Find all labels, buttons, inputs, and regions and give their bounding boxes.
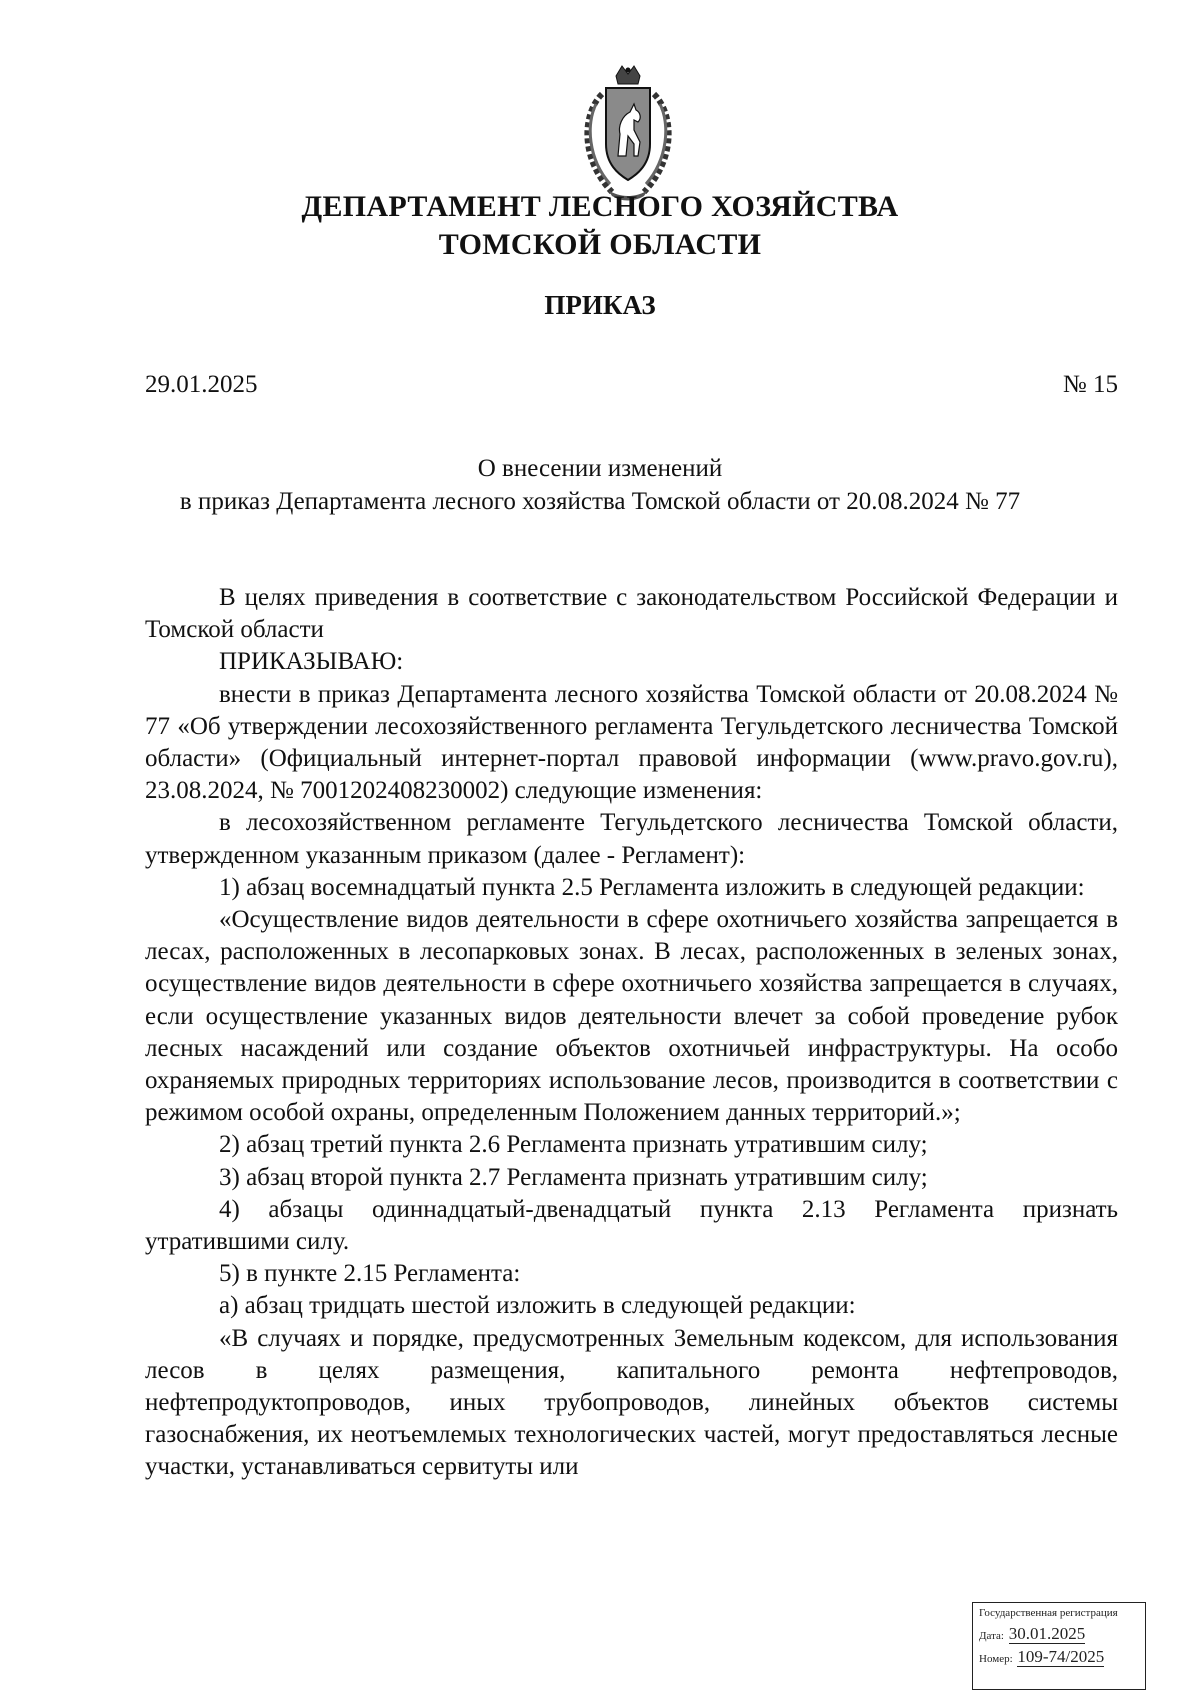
body-paragraph: в лесохозяйственном регламенте Тегульдетского лесничества Томской области, утвержденном указанным приказом (далее - Регламент):: [145, 809, 1118, 869]
body-paragraph: «В случаях и порядке, предусмотренных Земельным кодексом, для использования лесов в целях размещения, капитального ремонта нефтепроводов, нефтепродуктопроводов, иных трубопроводов, линейных объектов системы газоснабжения, их неотъемлемых технологических частей, могут предоставляться лесные участки, устанавливаться сервитуты или: [145, 1324, 1118, 1481]
body-paragraph: а) абзац тридцать шестой изложить в следующей редакции:: [219, 1292, 856, 1320]
coat-of-arms-icon: [572, 64, 684, 204]
stamp-number-label: Номер:: [979, 1653, 1013, 1665]
body-paragraph: 1) абзац восемнадцатый пункта 2.5 Регламента изложить в следующей редакции:: [219, 873, 1085, 901]
order-subject-line-1: О внесении изменений: [477, 455, 723, 482]
order-subject: [0, 452, 1200, 518]
stamp-date-label: Дата:: [979, 1630, 1004, 1642]
order-number: № 15: [1062, 371, 1118, 398]
body-paragraph: 5) в пункте 2.15 Регламента:: [219, 1260, 521, 1288]
document-type: ПРИКАЗ: [544, 290, 656, 320]
stamp-number-value: 109-74/2025: [1017, 1647, 1105, 1666]
body-paragraph: внести в приказ Департамента лесного хозяйства Томской области от 20.08.2024 № 77 «Об утверждении лесохозяйственного регламента Тегульдетского лесничества Томской области» (Официальный интернет-портал правовой информации (www.pravo.gov.ru), 23.08.2024, № 7001202408230002) следующие изменения:: [145, 680, 1118, 805]
stamp-number-row: [979, 1648, 1139, 1667]
stamp-title: Государственная регистрация: [979, 1607, 1118, 1619]
body-paragraph: В целях приведения в соответствие с законодательством Российской Федерации и Томской области: [145, 584, 1118, 644]
body-paragraph: 2) абзац третий пункта 2.6 Регламента признать утратившим силу;: [219, 1131, 928, 1159]
order-subject-line-2: в приказ Департамента лесного хозяйства Томской области от 20.08.2024 № 77: [179, 488, 1021, 515]
order-date: 29.01.2025: [145, 371, 258, 398]
stamp-date-value: 30.01.2025: [1008, 1624, 1086, 1643]
body-paragraph: 4) абзацы одиннадцатый-двенадцатый пункта 2.13 Регламента признать утратившими силу.: [145, 1195, 1118, 1256]
order-body: [145, 582, 1118, 1484]
body-paragraph: «Осуществление видов деятельности в сфере охотничьего хозяйства запрещается в лесах, расположенных в лесопарковых зонах. В лесах, расположенных в зеленых зонах, осуществление видов деятельности в сфере охотничьего хозяйства запрещается в случаях, если осуществление указанных видов деятельности влечет за собой проведение рубок лесных насаждений или создание объектов охотничьей инфраструктуры. На особо охраняемых природных территориях использование лесов, производится в соответствии с режимом особой охраны, определенным Положением данных территорий.»;: [145, 906, 1118, 1127]
stamp-date-row: [979, 1625, 1139, 1644]
registration-stamp: [972, 1602, 1146, 1690]
body-paragraph: 3) абзац второй пункта 2.7 Регламента признать утратившим силу;: [219, 1163, 928, 1191]
body-paragraph: ПРИКАЗЫВАЮ:: [219, 648, 404, 676]
department-title-line-1: ДЕПАРТАМЕНТ ЛЕСНОГО ХОЗЯЙСТВА: [301, 190, 899, 223]
department-title: [0, 188, 1200, 264]
department-title-line-2: ТОМСКОЙ ОБЛАСТИ: [438, 228, 762, 261]
